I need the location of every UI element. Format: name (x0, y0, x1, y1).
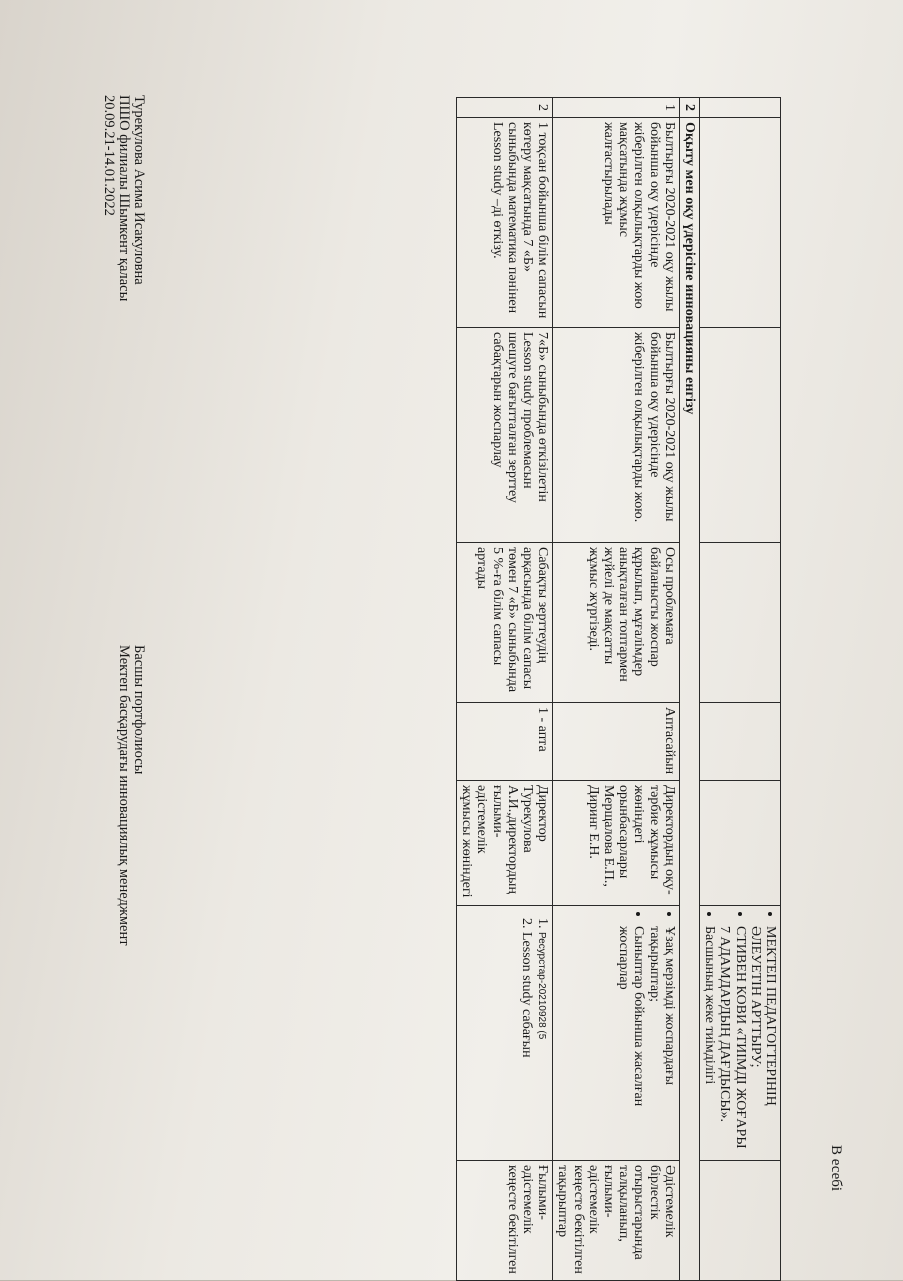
problem-cell: Былтырғы 2020-2021 оқу жылы бойынша оқу үдерісінде жіберілген олқылықтарды жою мақсатында жұмыс жалғастырылады (553, 118, 680, 328)
section-title: Оқыту мен оқу үдерісіне инновацияны енгізу (679, 118, 699, 1281)
resource-bullet: • Ұзақ мерзімді жоспардағы тақырыптар; (646, 926, 676, 1156)
top-row (699, 98, 780, 1281)
top-resources-cell (699, 906, 780, 1161)
author-name: Турекулова Асима Исакуловна (131, 95, 147, 285)
responsible-cell: Директор Турекулова А.И.,директордың ғылыми-әдістемелік жұмысы жөніндегі (456, 781, 552, 906)
result-cell: Әдістемелік бірлестік отырыстарында талқыланып, ғылыми-әдістемелік кеңесте бекітілген тақырыптар (553, 1161, 680, 1281)
top-bullet: • Басшының жеке тиімділігі (702, 926, 717, 1156)
deadline-cell: 1 - апта (456, 703, 552, 781)
author-branch: ПШО филиалы Шымкент қаласы (116, 95, 132, 302)
table-row (553, 98, 680, 1281)
row-number: 1 (553, 98, 680, 118)
cause-cell: Былтырғы 2020-2021 оқу жылы бойынша оқу үдерісінде жіберілген олқылықтарды жою. (553, 328, 680, 543)
portfolio-title-block (116, 645, 146, 946)
action-cell: Сабақты зерттеудің арқасында білім сапасы төмен 7 «Б» сыныбында 5 %-ға білім сапасы артады (456, 543, 552, 703)
plan-table (456, 97, 781, 1281)
section-number: 2 (679, 98, 699, 118)
resource-item (534, 932, 550, 1156)
resource-item: 2. Lesson study сабағын (519, 932, 534, 1156)
portfolio-title: Басшы портфолиосы (131, 645, 147, 775)
portfolio-subtitle: Мектеп басқарудағы инновациялық менеджмент (116, 645, 132, 946)
resource-bullet: • Сыныптар бойынша жасалған жоспарлар (616, 926, 646, 1156)
top-bullet: • СТИВЕН КОВИ «ТИІМДІ ЖОҒАРЫ 7 АДАМДАРДЫҢ ДАҒДЫСЫ». (717, 926, 747, 1156)
action-cell: Осы проблемаға байланысты жоспар құрылып, мұғалімдер анықталған топтармен жүйелі де мақсатты жұмыс жүргізеді. (553, 543, 680, 703)
report-label: В есебі (828, 1145, 844, 1192)
section-row (679, 98, 699, 1281)
resource-file-label: Ресурстар-20210928 (5 (536, 932, 548, 1040)
top-bullet: • МЕКТЕП ПЕДАГОГТЕРІНІҢ ӘЛЕУЕТІН АРТТЫРУ; (748, 926, 778, 1156)
course-dates: 20.09.21-14.01.2022 (101, 95, 117, 216)
author-block (101, 95, 146, 301)
resources-cell (553, 906, 680, 1161)
resources-cell (456, 906, 552, 1161)
problem-cell: 1 тоқсан бойынша білім сапасын көтеру мақсатында 7 «Б» сыныбында математика пәнінен Lesson study –ді өткізу. (456, 118, 552, 328)
table-row (456, 98, 552, 1281)
responsible-cell: Директордың оқу-тәрбие жұмысы жөніндегі орынбасарлары Мерщалова Е.П., Диринг Е.Н. (553, 781, 680, 906)
deadline-cell: Аптасайын (553, 703, 680, 781)
result-cell: Ғылыми-әдістемелік кеңесте бекітілген (456, 1161, 552, 1281)
cause-cell: 7«Б» сыныбында өткізілетін Lesson study проблемасын шешуге бағытталған зерттеу сабақтарын жоспарлау (456, 328, 552, 543)
row-number: 2 (456, 98, 552, 118)
